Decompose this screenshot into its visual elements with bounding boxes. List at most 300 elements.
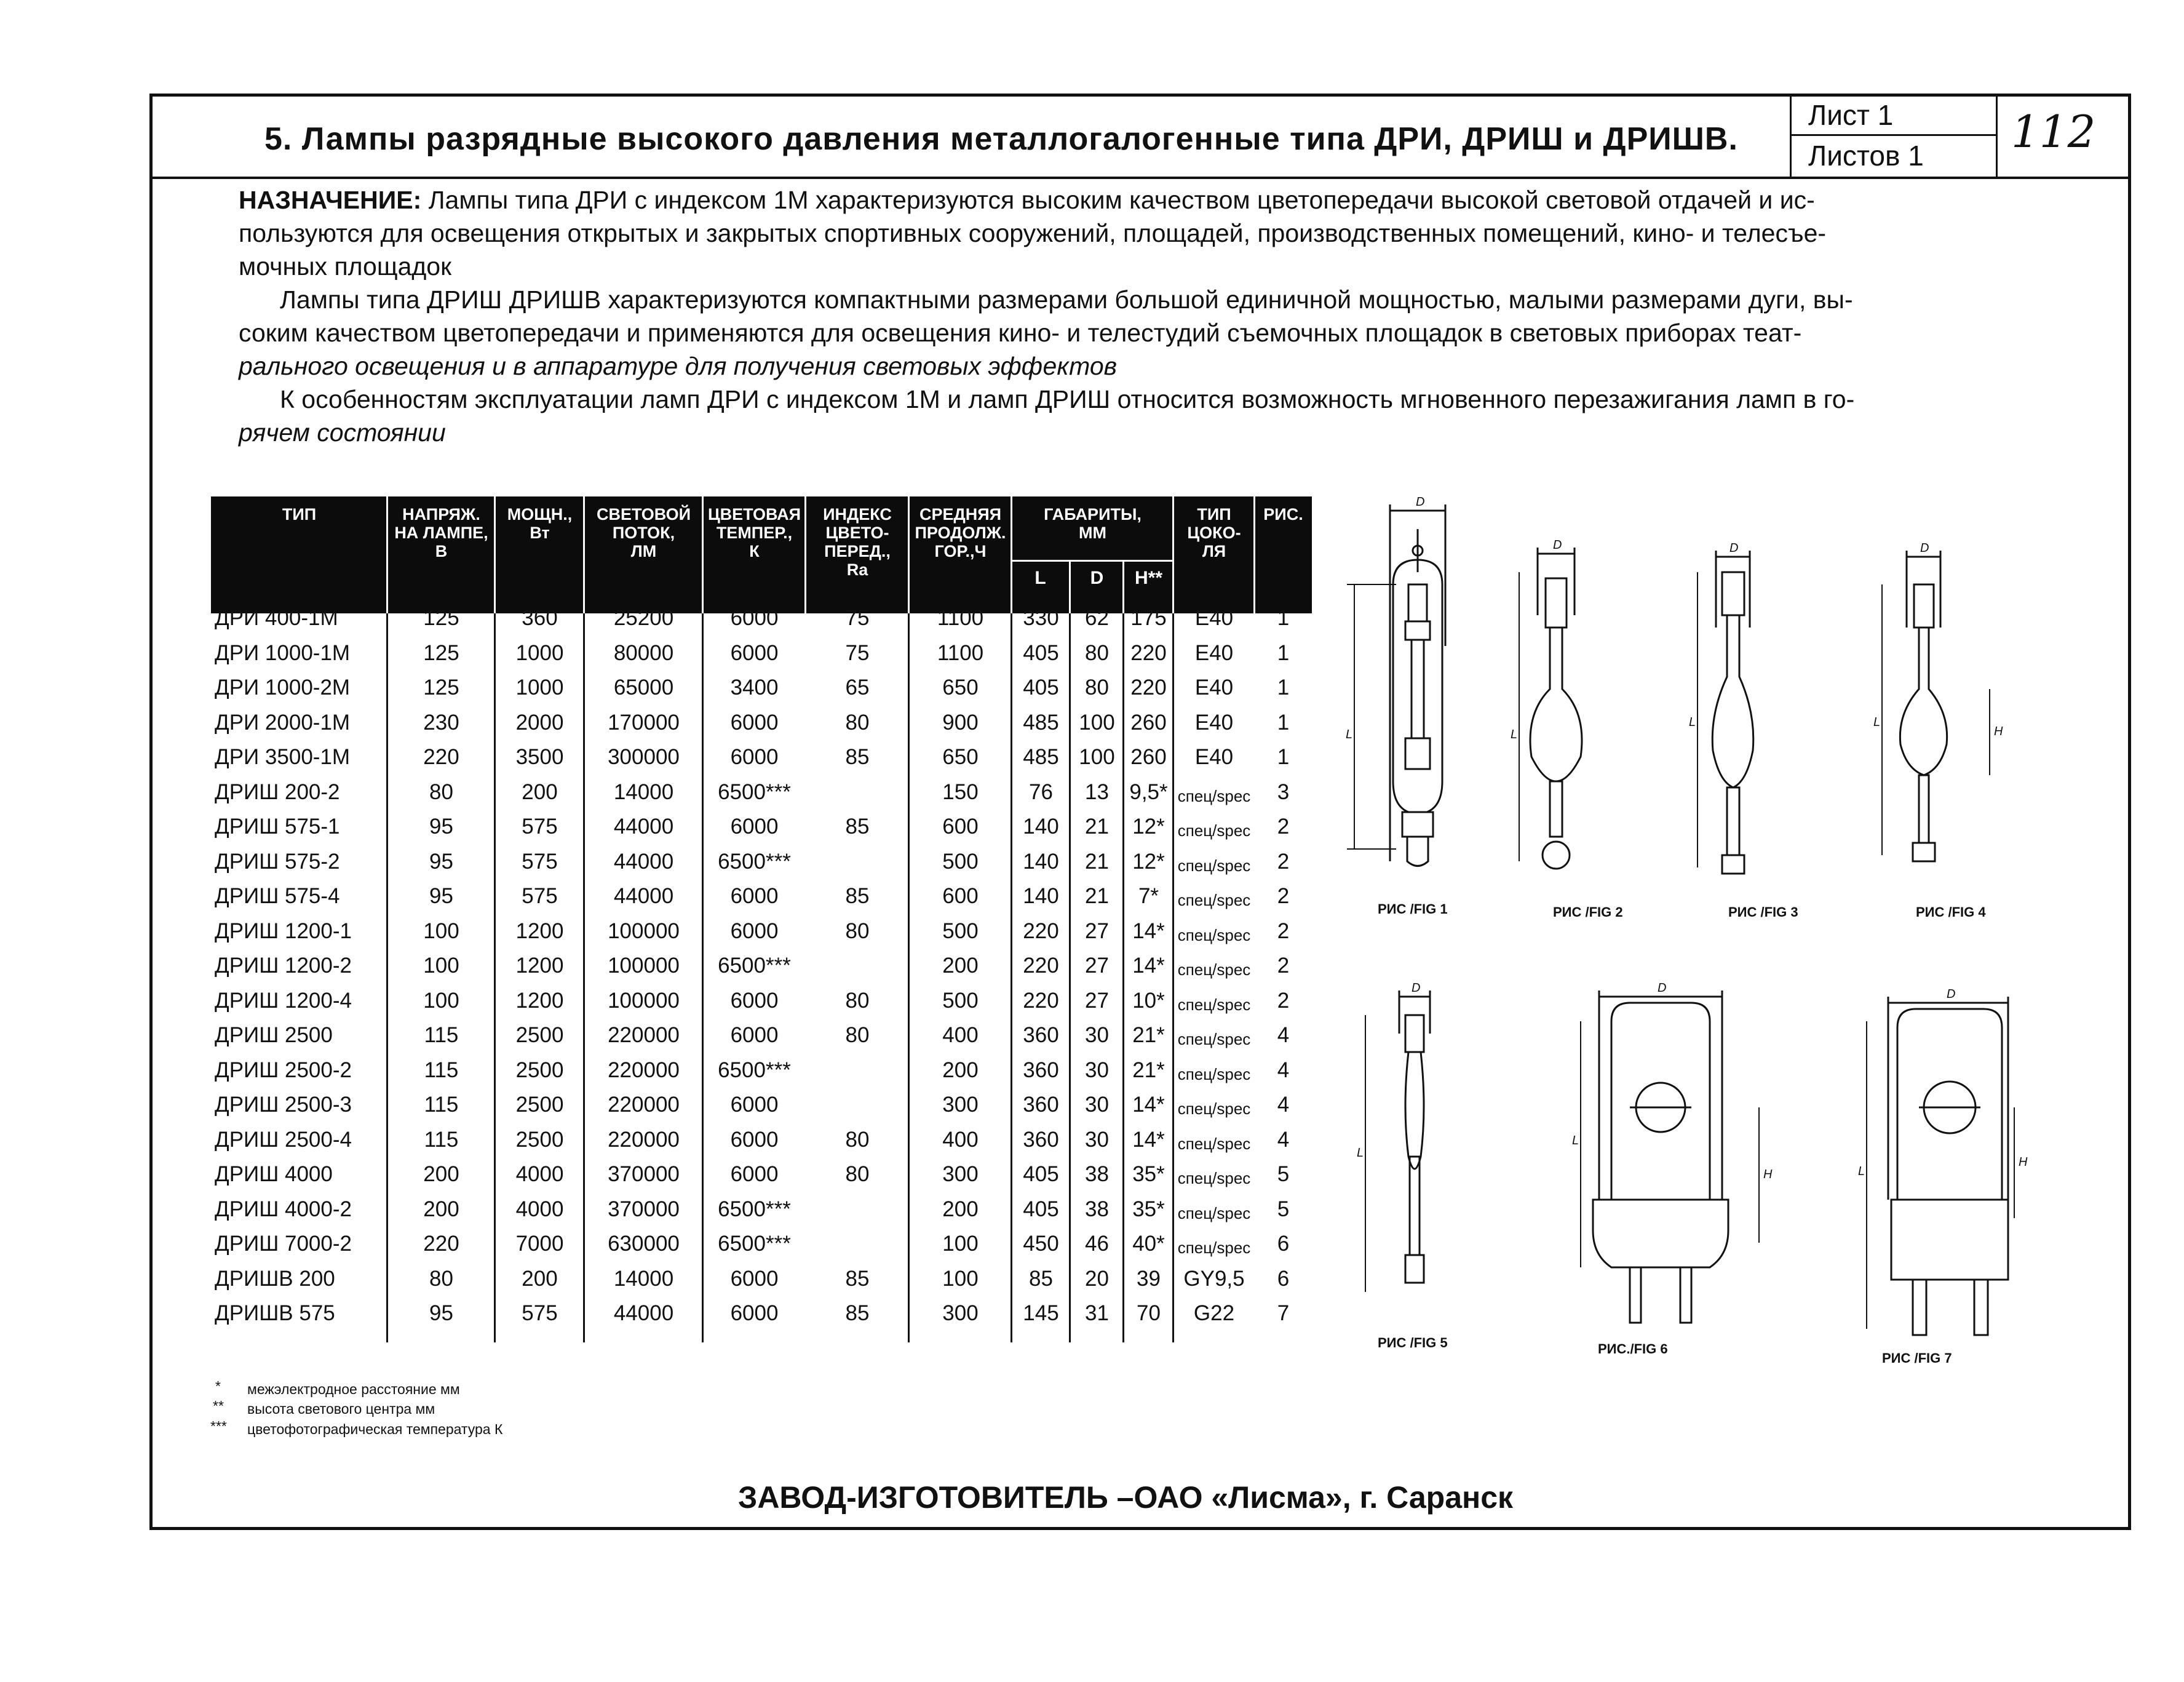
- lamp-type: ДРИШ 1200-2: [215, 954, 352, 978]
- table-cell: 85: [845, 745, 870, 769]
- table-cell: 85: [1029, 1266, 1053, 1291]
- table-cell: спец/spec: [1177, 1238, 1251, 1257]
- table-cell: 14*: [1132, 954, 1165, 978]
- table-cell: 80: [845, 1127, 870, 1152]
- table-cell: 3500: [515, 745, 564, 769]
- sheet-box-divider: [1790, 134, 1996, 136]
- table-cell: 360: [1023, 1093, 1059, 1117]
- table-cell: 6: [1277, 1232, 1290, 1256]
- header-color-temp: ЦВЕТОВАЯ: [707, 505, 801, 524]
- table-cell: 260: [1130, 745, 1167, 769]
- table-cell: 80: [1085, 676, 1109, 700]
- table-cell: 405: [1023, 640, 1059, 665]
- table-cell: 220000: [608, 1093, 680, 1117]
- table-cell: 600: [942, 884, 979, 908]
- lamp-type: ДРИШ 2500-2: [215, 1058, 352, 1082]
- table-cell: 260: [1130, 710, 1167, 735]
- table-cell: 360: [1023, 1127, 1059, 1152]
- lamp-type: ДРИШ 575-2: [215, 849, 340, 874]
- table-cell: 76: [1029, 779, 1053, 804]
- table-cell: 360: [1023, 1058, 1059, 1082]
- table-cell: 38: [1085, 1162, 1109, 1186]
- table-cell: 14*: [1132, 919, 1165, 943]
- table-cell: 21: [1085, 815, 1109, 839]
- table-cell: 6000: [730, 988, 779, 1013]
- header-dims-divider: [1012, 560, 1173, 562]
- table-cell: 300000: [608, 745, 680, 769]
- table-cell: 125: [423, 606, 459, 630]
- table-cell: 400: [942, 1023, 979, 1047]
- table-cell: 2000: [515, 710, 564, 735]
- table-cell: 405: [1023, 1162, 1059, 1186]
- table-cell: 405: [1023, 1197, 1059, 1221]
- table-cell: 30: [1085, 1023, 1109, 1047]
- fig5-dim-d: D: [1412, 981, 1421, 995]
- table-cell: 220000: [608, 1127, 680, 1152]
- table-cell: 220: [423, 745, 459, 769]
- fig7-dim-d: D: [1947, 987, 1956, 1001]
- footnote-mark-1: *: [215, 1378, 221, 1394]
- table-cell: 7*: [1138, 884, 1159, 908]
- header-power: МОЩН.,: [507, 505, 573, 524]
- header-fig: РИС.: [1263, 505, 1303, 524]
- table-cell: 14000: [613, 1266, 674, 1291]
- table-cell: 95: [429, 849, 453, 874]
- table-cell: 75: [845, 606, 870, 630]
- table-cell: 140: [1023, 815, 1059, 839]
- table-cell: 20: [1085, 1266, 1109, 1291]
- table-cell: 6000: [730, 919, 779, 943]
- table-cell: 200: [522, 779, 558, 804]
- table-cell: 140: [1023, 849, 1059, 874]
- footnote-mark-3: ***: [210, 1418, 227, 1434]
- table-cell: 9,5*: [1129, 779, 1168, 804]
- header-base: ТИП: [1197, 505, 1231, 524]
- table-cell: 170000: [608, 710, 680, 735]
- table-cell: 125: [423, 676, 459, 700]
- table-cell: 575: [522, 815, 558, 839]
- header-dims: ММ: [1079, 524, 1106, 542]
- table-cell: 200: [423, 1197, 459, 1221]
- fig4-dim-l: L: [1873, 715, 1881, 729]
- table-cell: 85: [845, 1266, 870, 1291]
- table-cell: 21: [1085, 884, 1109, 908]
- purpose-line-1: [239, 185, 1815, 215]
- header-type: ТИП: [282, 505, 317, 524]
- purpose-line-2: пользуются для освещения открытых и закрытых спортивных сооружений, площадей, производственных помещений, кино- и телесъе-: [239, 219, 1827, 247]
- footnote-text-2: высота светового центра мм: [247, 1401, 435, 1417]
- fig5-caption: РИС /FIG 5: [1378, 1335, 1448, 1350]
- fig1-dim-l: L: [1346, 728, 1353, 741]
- lamp-type: ДРИШ 1200-1: [215, 919, 352, 943]
- header-cri: ПЕРЕД.,: [824, 542, 891, 560]
- table-cell: 100: [423, 954, 459, 978]
- table-cell: 6500***: [718, 779, 791, 804]
- table-cell: 38: [1085, 1197, 1109, 1221]
- header-flux: СВЕТОВОЙ: [596, 505, 691, 524]
- table-cell: 6000: [730, 1127, 779, 1152]
- table-cell: 46: [1085, 1232, 1109, 1256]
- table-cell: E40: [1194, 606, 1234, 630]
- table-cell: 40*: [1132, 1232, 1165, 1256]
- table-cell: 62: [1085, 606, 1109, 630]
- table-cell: 70: [1137, 1301, 1161, 1325]
- table-cell: E40: [1194, 676, 1234, 700]
- lamp-type: ДРИШ 2500: [215, 1023, 333, 1047]
- table-cell: 405: [1023, 676, 1059, 700]
- table-cell: 1000: [515, 640, 564, 665]
- header-dim-D: D: [1090, 568, 1104, 588]
- table-cell: 6000: [730, 710, 779, 735]
- fig3-dim-d: D: [1729, 541, 1739, 555]
- table-cell: 220000: [608, 1023, 680, 1047]
- table-cell: 100000: [608, 988, 680, 1013]
- table-cell: 27: [1085, 988, 1109, 1013]
- fig6-caption: РИС./FIG 6: [1598, 1341, 1668, 1357]
- lamp-type: ДРИШВ 200: [215, 1266, 335, 1291]
- table-cell: 21*: [1132, 1058, 1165, 1082]
- fig3-caption: РИС /FIG 3: [1728, 904, 1798, 920]
- table-cell: 80: [845, 710, 870, 735]
- table-cell: 14000: [613, 779, 674, 804]
- header-cri: ИНДЕКС: [823, 505, 892, 524]
- table-cell: 80: [845, 1162, 870, 1186]
- footnote-text-1: межэлектродное расстояние мм: [247, 1381, 460, 1397]
- table-cell: 575: [522, 849, 558, 874]
- table-cell: 80: [845, 919, 870, 943]
- table-cell: 44000: [613, 815, 674, 839]
- table-cell: 220: [1130, 676, 1167, 700]
- header-color-temp: ТЕМПЕР.,: [716, 524, 793, 542]
- table-cell: 14*: [1132, 1093, 1165, 1117]
- table-cell: 5: [1277, 1162, 1290, 1186]
- table-cell: 4: [1277, 1023, 1290, 1047]
- table-cell: 100000: [608, 954, 680, 978]
- header-base: ЦОКО-: [1187, 524, 1241, 542]
- sheet-number: Лист 1: [1808, 99, 1894, 131]
- table-cell: 300: [942, 1093, 979, 1117]
- table-cell: спец/spec: [1177, 1030, 1251, 1048]
- table-cell: 145: [1023, 1301, 1059, 1325]
- table-cell: спец/spec: [1177, 1064, 1251, 1083]
- table-cell: E40: [1194, 640, 1234, 665]
- table-cell: 400: [942, 1127, 979, 1152]
- table-cell: 2: [1277, 988, 1290, 1013]
- table-cell: 100: [423, 988, 459, 1013]
- table-cell: 2: [1277, 954, 1290, 978]
- table-cell: 1: [1277, 640, 1290, 665]
- table-cell: 125: [423, 640, 459, 665]
- table-cell: спец/spec: [1177, 995, 1251, 1014]
- table-cell: 200: [423, 1162, 459, 1186]
- footnote-mark-2: **: [213, 1398, 224, 1414]
- table-cell: 200: [942, 954, 979, 978]
- table-cell: 100: [1079, 745, 1115, 769]
- fig3-dim-l: L: [1689, 715, 1696, 729]
- lamp-type: ДРИ 3500-1М: [215, 745, 351, 769]
- table-cell: 5: [1277, 1197, 1290, 1221]
- fig6-dim-d: D: [1658, 981, 1667, 995]
- table-cell: 44000: [613, 884, 674, 908]
- table-cell: 2500: [515, 1058, 564, 1082]
- table-cell: 4: [1277, 1058, 1290, 1082]
- table-cell: 2500: [515, 1023, 564, 1047]
- table-cell: 100: [423, 919, 459, 943]
- header-flux: ПОТОК,: [612, 524, 675, 542]
- table-cell: 1200: [515, 988, 564, 1013]
- table-cell: 35*: [1132, 1162, 1165, 1186]
- lamp-drawings: [1341, 492, 2030, 1378]
- lamp-type: ДРИ 1000-2М: [215, 676, 351, 700]
- lamp-figure-5: [1365, 990, 1430, 1292]
- table-cell: 6500***: [718, 1197, 791, 1221]
- table-cell: спец/spec: [1177, 1099, 1251, 1118]
- table-cell: 370000: [608, 1162, 680, 1186]
- fig2-caption: РИС /FIG 2: [1553, 904, 1623, 920]
- table-cell: 95: [429, 815, 453, 839]
- table-cell: спец/spec: [1177, 821, 1251, 840]
- table-cell: 150: [942, 779, 979, 804]
- header-life: ГОР.,Ч: [934, 542, 987, 560]
- fig4-dim-d: D: [1920, 541, 1929, 555]
- header-base: ЛЯ: [1202, 542, 1226, 560]
- para2-line-1: Лампы типа ДРИШ ДРИШВ характеризуются компактными размерами большой единичной мощностью, малыми размерами дуги, вы-: [280, 285, 1853, 314]
- para3-line-1: К особенностям эксплуатации ламп ДРИ с индексом 1М и ламп ДРИШ относится возможность мгновенного перезажигания ламп в го-: [280, 385, 1855, 413]
- table-cell: 115: [424, 1093, 459, 1117]
- table-cell: 360: [522, 606, 558, 630]
- footnote-text-3: цветофотографическая температура К: [247, 1421, 503, 1437]
- table-cell: 44000: [613, 849, 674, 874]
- table-cell: 330: [1023, 606, 1059, 630]
- table-cell: 500: [942, 988, 979, 1013]
- lamp-type: ДРИШ 7000-2: [215, 1232, 352, 1256]
- table-cell: 1: [1277, 606, 1290, 630]
- table-cell: спец/spec: [1177, 1134, 1251, 1153]
- table-cell: 85: [845, 884, 870, 908]
- table-cell: 80000: [613, 640, 674, 665]
- table-cell: 900: [942, 710, 979, 735]
- lamp-type: ДРИ 2000-1М: [215, 710, 351, 735]
- para2-line-2: соким качеством цветопередачи и применяются для освещения кино- и телестудий съемочных площадок в световых приборах теат-: [239, 319, 1802, 347]
- header-dim-H: H**: [1134, 568, 1162, 588]
- fig7-dim-h: H: [2019, 1155, 2028, 1169]
- table-cell: 75: [845, 640, 870, 665]
- table-cell: 12*: [1132, 849, 1165, 874]
- fig6-dim-l: L: [1572, 1134, 1579, 1147]
- header-voltage: В: [435, 542, 448, 560]
- lamp-type: ДРИШ 200-2: [215, 779, 340, 804]
- table-cell: 230: [423, 710, 459, 735]
- table-cell: 2: [1277, 849, 1290, 874]
- table-cell: 1000: [515, 676, 564, 700]
- table-cell: 200: [522, 1266, 558, 1291]
- table-cell: 2500: [515, 1093, 564, 1117]
- table-cell: 200: [942, 1058, 979, 1082]
- table-cell: 80: [429, 779, 453, 804]
- header-flux: ЛМ: [630, 542, 657, 560]
- table-cell: 2500: [515, 1127, 564, 1152]
- fig4-caption: РИС /FIG 4: [1916, 904, 1986, 920]
- table-cell: 6000: [730, 606, 779, 630]
- table-cell: 100000: [608, 919, 680, 943]
- table-cell: 360: [1023, 1023, 1059, 1047]
- table-cell: 100: [1079, 710, 1115, 735]
- fig2-dim-l: L: [1511, 728, 1518, 741]
- table-cell: 6500***: [718, 954, 791, 978]
- table-cell: 30: [1085, 1127, 1109, 1152]
- table-cell: 14*: [1132, 1127, 1165, 1152]
- header-color-temp: К: [749, 542, 760, 560]
- table-cell: 30: [1085, 1058, 1109, 1082]
- table-cell: 6000: [730, 815, 779, 839]
- table-cell: 6000: [730, 640, 779, 665]
- table-cell: 220: [1130, 640, 1167, 665]
- table-cell: 27: [1085, 919, 1109, 943]
- table-cell: 2: [1277, 884, 1290, 908]
- table-cell: 27: [1085, 954, 1109, 978]
- table-cell: 44000: [613, 1301, 674, 1325]
- table-cell: 80: [1085, 640, 1109, 665]
- table-cell: 2: [1277, 919, 1290, 943]
- lamp-figure-2: [1519, 548, 1582, 869]
- fig7-dim-l: L: [1858, 1165, 1865, 1178]
- lamp-figure-6: [1581, 990, 1759, 1323]
- table-cell: 80: [845, 988, 870, 1013]
- lamp-figure-1: [1347, 504, 1445, 866]
- header-voltage: НАПРЯЖ.: [402, 505, 480, 524]
- table-cell: 1: [1277, 710, 1290, 735]
- table-cell: 85: [845, 815, 870, 839]
- table-cell: 95: [429, 884, 453, 908]
- table-cell: спец/spec: [1177, 856, 1251, 875]
- table-cell: 100: [942, 1232, 979, 1256]
- page-title: 5. Лампы разрядные высокого давления металлогалогенные типа ДРИ, ДРИШ и ДРИШВ.: [264, 121, 1738, 157]
- table-cell: 370000: [608, 1197, 680, 1221]
- table-cell: 220: [1023, 988, 1059, 1013]
- table-cell: 80: [845, 1023, 870, 1047]
- table-cell: 7: [1277, 1301, 1290, 1325]
- table-cell: 80: [429, 1266, 453, 1291]
- header-dims: ГАБАРИТЫ,: [1044, 505, 1142, 524]
- lamp-type: ДРИШ 2500-3: [215, 1093, 352, 1117]
- header-cri: ЦВЕТО-: [825, 524, 889, 542]
- table-cell: 6500***: [718, 1058, 791, 1082]
- table-cell: 100: [942, 1266, 979, 1291]
- fig6-dim-h: H: [1763, 1168, 1773, 1181]
- fig1-dim-d: D: [1416, 495, 1425, 509]
- table-cell: 1100: [937, 640, 984, 665]
- header-power: Вт: [530, 524, 550, 542]
- table-cell: 630000: [608, 1232, 680, 1256]
- table-cell: спец/spec: [1177, 960, 1251, 979]
- lamp-type: ДРИ 400-1М: [215, 606, 338, 630]
- table-cell: E40: [1194, 745, 1234, 769]
- table-cell: 6000: [730, 1266, 779, 1291]
- table-cell: 4: [1277, 1093, 1290, 1117]
- table-cell: 12*: [1132, 815, 1165, 839]
- table-cell: 6000: [730, 1023, 779, 1047]
- header-voltage: НА ЛАМПЕ,: [394, 524, 488, 542]
- table-cell: 575: [522, 1301, 558, 1325]
- table-cell: 220: [1023, 954, 1059, 978]
- table-cell: 4000: [515, 1162, 564, 1186]
- fig7-caption: РИС /FIG 7: [1882, 1350, 1952, 1366]
- lamp-type: ДРИШ 4000-2: [215, 1197, 352, 1221]
- table-cell: 39: [1137, 1266, 1161, 1291]
- table-cell: G22: [1193, 1301, 1235, 1325]
- purpose-text-1: Лампы типа ДРИ с индексом 1М характеризуются высоким качеством цветопередачи высокой световой отдачей и ис-: [421, 186, 1815, 214]
- table-cell: 1: [1277, 676, 1290, 700]
- table-cell: 85: [845, 1301, 870, 1325]
- table-cell: 600: [942, 815, 979, 839]
- fig4-dim-h: H: [1994, 725, 2003, 738]
- para2-line-3: рального освещения и в аппаратуре для получения световых эффектов: [239, 352, 1118, 380]
- lamp-type: ДРИШ 575-1: [215, 815, 340, 839]
- table-cell: 500: [942, 919, 979, 943]
- fig2-dim-d: D: [1553, 538, 1562, 552]
- table-cell: 650: [942, 745, 979, 769]
- table-cell: 25200: [613, 606, 674, 630]
- table-cell: 300: [942, 1162, 979, 1186]
- table-cell: 220: [1023, 919, 1059, 943]
- table-cell: спец/spec: [1177, 891, 1251, 909]
- table-cell: 6000: [730, 745, 779, 769]
- table-cell: 4: [1277, 1127, 1290, 1152]
- table-cell: 3: [1277, 779, 1290, 804]
- table-cell: 650: [942, 676, 979, 700]
- table-cell: 65: [845, 676, 870, 700]
- header-cri: Ra: [846, 560, 868, 579]
- table-cell: 1200: [515, 954, 564, 978]
- table-cell: 21: [1085, 849, 1109, 874]
- table-cell: 4000: [515, 1197, 564, 1221]
- lamp-figure-7: [1867, 997, 2014, 1335]
- table-cell: 65000: [613, 676, 674, 700]
- table-cell: 7000: [515, 1232, 564, 1256]
- para3-line-2: рячем состоянии: [239, 418, 446, 447]
- table-cell: 115: [424, 1127, 459, 1152]
- fig1-caption: РИС /FIG 1: [1378, 901, 1448, 917]
- table-cell: 115: [424, 1023, 459, 1047]
- lamp-type: ДРИШ 1200-4: [215, 988, 352, 1013]
- table-cell: 220: [423, 1232, 459, 1256]
- lamp-type: ДРИШ 575-4: [215, 884, 340, 908]
- table-cell: спец/spec: [1177, 925, 1251, 944]
- header-divider: [149, 177, 2131, 179]
- table-cell: спец/spec: [1177, 1203, 1251, 1222]
- table-cell: 500: [942, 849, 979, 874]
- table-cell: 200: [942, 1197, 979, 1221]
- table-cell: 1200: [515, 919, 564, 943]
- table-cell: 21*: [1132, 1023, 1165, 1047]
- table-cell: 220000: [608, 1058, 680, 1082]
- lamp-figure-3: [1698, 551, 1753, 874]
- purpose-line-3: мочных площадок: [239, 252, 452, 281]
- header-life: СРЕДНЯЯ: [919, 505, 1002, 524]
- header-dim-L: L: [1034, 568, 1046, 588]
- table-cell: 2: [1277, 815, 1290, 839]
- table-cell: GY9,5: [1183, 1266, 1245, 1291]
- table-cell: 300: [942, 1301, 979, 1325]
- table-cell: 6000: [730, 1301, 779, 1325]
- table-cell: 1: [1277, 745, 1290, 769]
- table-cell: 1100: [937, 606, 984, 630]
- lamp-figure-4: [1882, 551, 1990, 861]
- table-cell: спец/spec: [1177, 1169, 1251, 1187]
- table-cell: 95: [429, 1301, 453, 1325]
- lamp-type: ДРИШВ 575: [215, 1301, 335, 1325]
- table-cell: 485: [1023, 710, 1059, 735]
